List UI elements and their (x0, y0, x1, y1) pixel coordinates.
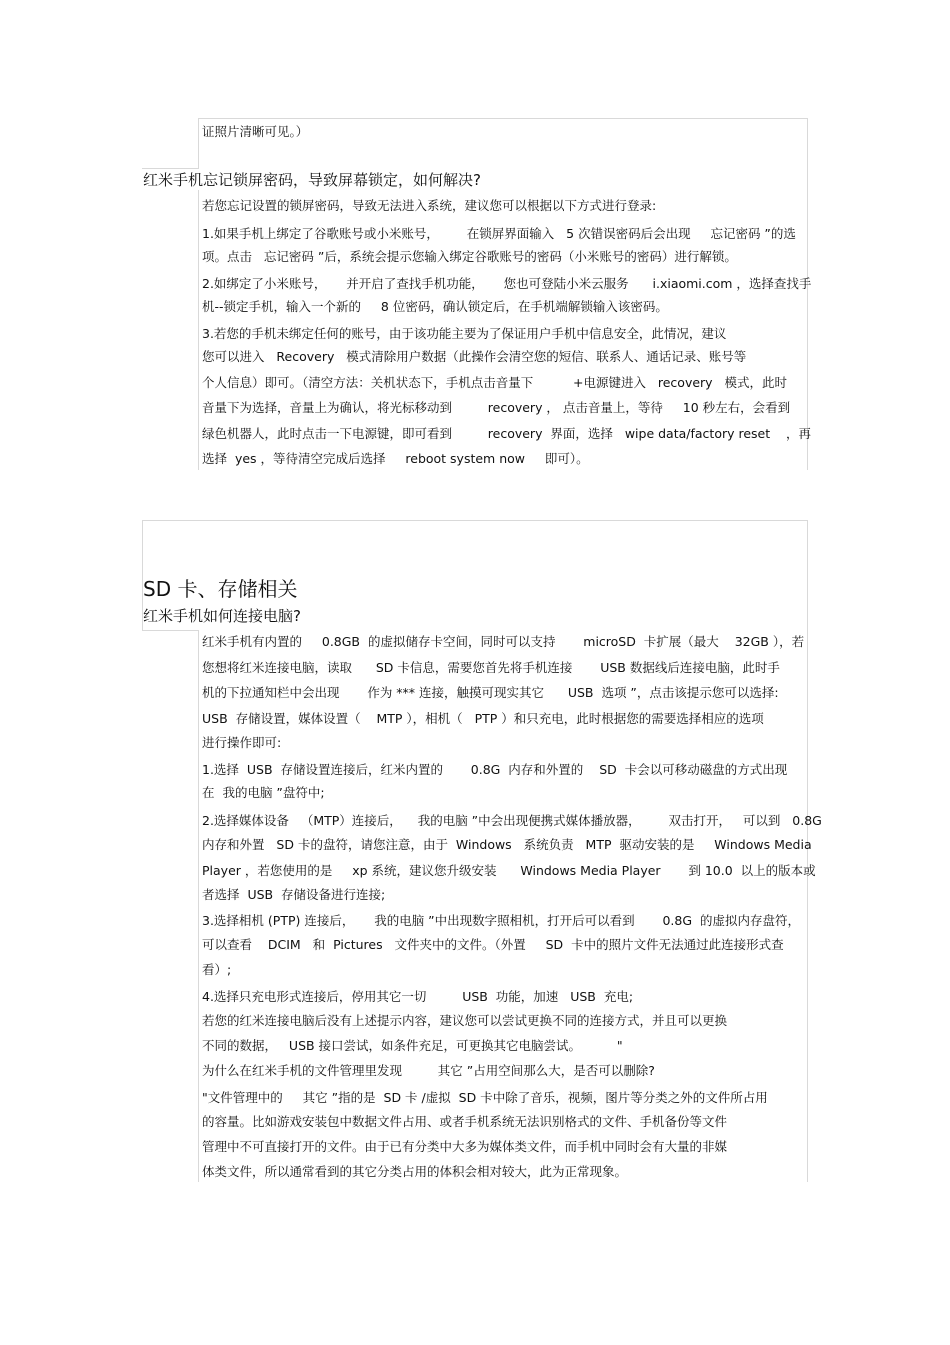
paragraph-line: 项。点击 忘记密码 ”后，系统会提示您输入绑定谷歌账号的密码（小米账号的密码）进行解锁。 (202, 249, 737, 264)
paragraph-line: 体类文件，所以通常看到的其它分类占用的体积会相对较大，此为正常现象。 (202, 1164, 628, 1179)
border (198, 630, 199, 1182)
paragraph-line: 4.选择只充电形式连接后，停用其它一切 USB 功能，加速 USB 充电; (202, 989, 634, 1004)
paragraph-line: "文件管理中的 其它 ”指的是 SD 卡 /虚拟 SD 卡中除了音乐，视频，图片等分类之外的文件所占用 (202, 1090, 768, 1105)
paragraph-line: 您想将红米连接电脑，读取 SD 卡信息，需要您首先将手机连接 USB 数据线后连接电脑，此时手 (202, 660, 780, 675)
question-heading: 红米手机忘记锁屏密码，导致屏幕锁定，如何解决? (143, 171, 481, 189)
border (198, 118, 199, 168)
paragraph-line: 1.选择 USB 存储设置连接后，红米内置的 0.8G 内存和外置的 SD 卡会以可移动磁盘的方式出现 (202, 762, 788, 777)
border (142, 168, 199, 169)
paragraph-line: 机的下拉通知栏中会出现 作为 *** 连接，触摸可现实其它 USB 选项 ”，点击该提示您可以选择: (202, 685, 779, 700)
paragraph-line: 在 我的电脑 ”盘符中; (202, 785, 325, 800)
border (142, 630, 199, 631)
paragraph-line: 内存和外置 SD 卡的盘符，请您注意，由于 Windows 系统负责 MTP 驱动安装的是 Windows Media (202, 837, 812, 852)
paragraph-line: 1.如果手机上绑定了谷歌账号或小米账号， 在锁屏界面输入 5 次错误密码后会出现 忘记密码 ”的选 (202, 226, 796, 241)
border (807, 118, 808, 470)
paragraph-line: 不同的数据， USB 接口尝试，如条件充足，可更换其它电脑尝试。 " (202, 1038, 623, 1053)
paragraph-line: 3.选择相机 (PTP) 连接后， 我的电脑 ”中出现数字照相机，打开后可以看到 0.8G 的虚拟内存盘符， (202, 913, 800, 928)
paragraph-line: 为什么在红米手机的文件管理里发现 其它 ”占用空间那么大，是否可以删除? (202, 1063, 655, 1078)
paragraph-line: 机--锁定手机，输入一个新的 8 位密码，确认锁定后，在手机端解锁输入该密码。 (202, 299, 668, 314)
question-heading: 红米手机如何连接电脑? (143, 607, 301, 625)
paragraph-line: 若您忘记设置的锁屏密码，导致无法进入系统，建议您可以根据以下方式进行登录: (202, 198, 657, 213)
paragraph-line: USB 存储设置，媒体设置（ MTP ），相机（ PTP ）和只充电，此时根据您的需要选择相应的选项 (202, 711, 764, 726)
paragraph-line: 选择 yes ，等待清空完成后选择 reboot system now 即可）。 (202, 451, 589, 466)
paragraph-line: 者选择 USB 存储设备进行连接; (202, 887, 386, 902)
paragraph-line: 看）; (202, 962, 232, 977)
paragraph-line: 红米手机有内置的 0.8GB 的虚拟储存卡空间，同时可以支持 microSD 卡扩展（最大 32GB ），若 (202, 634, 805, 649)
paragraph-line: 可以查看 DCIM 和 Pictures 文件夹中的文件。（外置 SD 卡中的照片文件无法通过此连接形式查 (202, 937, 784, 952)
paragraph-line: 的容量。比如游戏安装包中数据文件占用、或者手机系统无法识别格式的文件、手机备份等文件 (202, 1114, 728, 1129)
paragraph-line: 您可以进入 Recovery 模式清除用户数据（此操作会清空您的短信、联系人、通话记录、账号等 (202, 349, 747, 364)
paragraph-line: 音量下为选择，音量上为确认，将光标移动到 recovery ， 点击音量上，等待 10 秒左右，会看到 (202, 400, 791, 415)
paragraph-line: 绿色机器人，此时点击一下电源键，即可看到 recovery 界面，选择 wipe data/factory reset ，再 (202, 426, 812, 441)
paragraph-line: 个人信息）即可。（清空方法：关机状态下，手机点击音量下 +电源键进入 recovery 模式，此时 (202, 375, 787, 390)
fragment-line: 证照片清晰可见。） (202, 124, 309, 139)
border (142, 520, 808, 521)
paragraph-line: 若您的红米连接电脑后没有上述提示内容，建议您可以尝试更换不同的连接方式，并且可以更换 (202, 1013, 728, 1028)
paragraph-line: 2.选择媒体设备 （MTP）连接后， 我的电脑 ”中会出现便携式媒体播放器， 双击打开， 可以到 0.8G (202, 813, 822, 828)
paragraph-line: 管理中不可直接打开的文件。由于已有分类中大多为媒体类文件，而手机中同时会有大量的非媒 (202, 1139, 728, 1154)
paragraph-line: Player ，若您使用的是 xp 系统，建议您升级安装 Windows Media Player 到 10.0 以上的版本或 (202, 863, 816, 878)
border (198, 190, 199, 470)
paragraph-line: 进行操作即可: (202, 735, 282, 750)
border (198, 118, 808, 119)
section-title: SD 卡、存储相关 (143, 577, 298, 601)
paragraph-line: 2.如绑定了小米账号， 并开启了查找手机功能， 您也可登陆小米云服务 i.xiaomi.com ，选择查找手 (202, 276, 812, 291)
paragraph-line: 3.若您的手机未绑定任何的账号，由于该功能主要为了保证用户手机中信息安全，此情况，建议 (202, 326, 727, 341)
